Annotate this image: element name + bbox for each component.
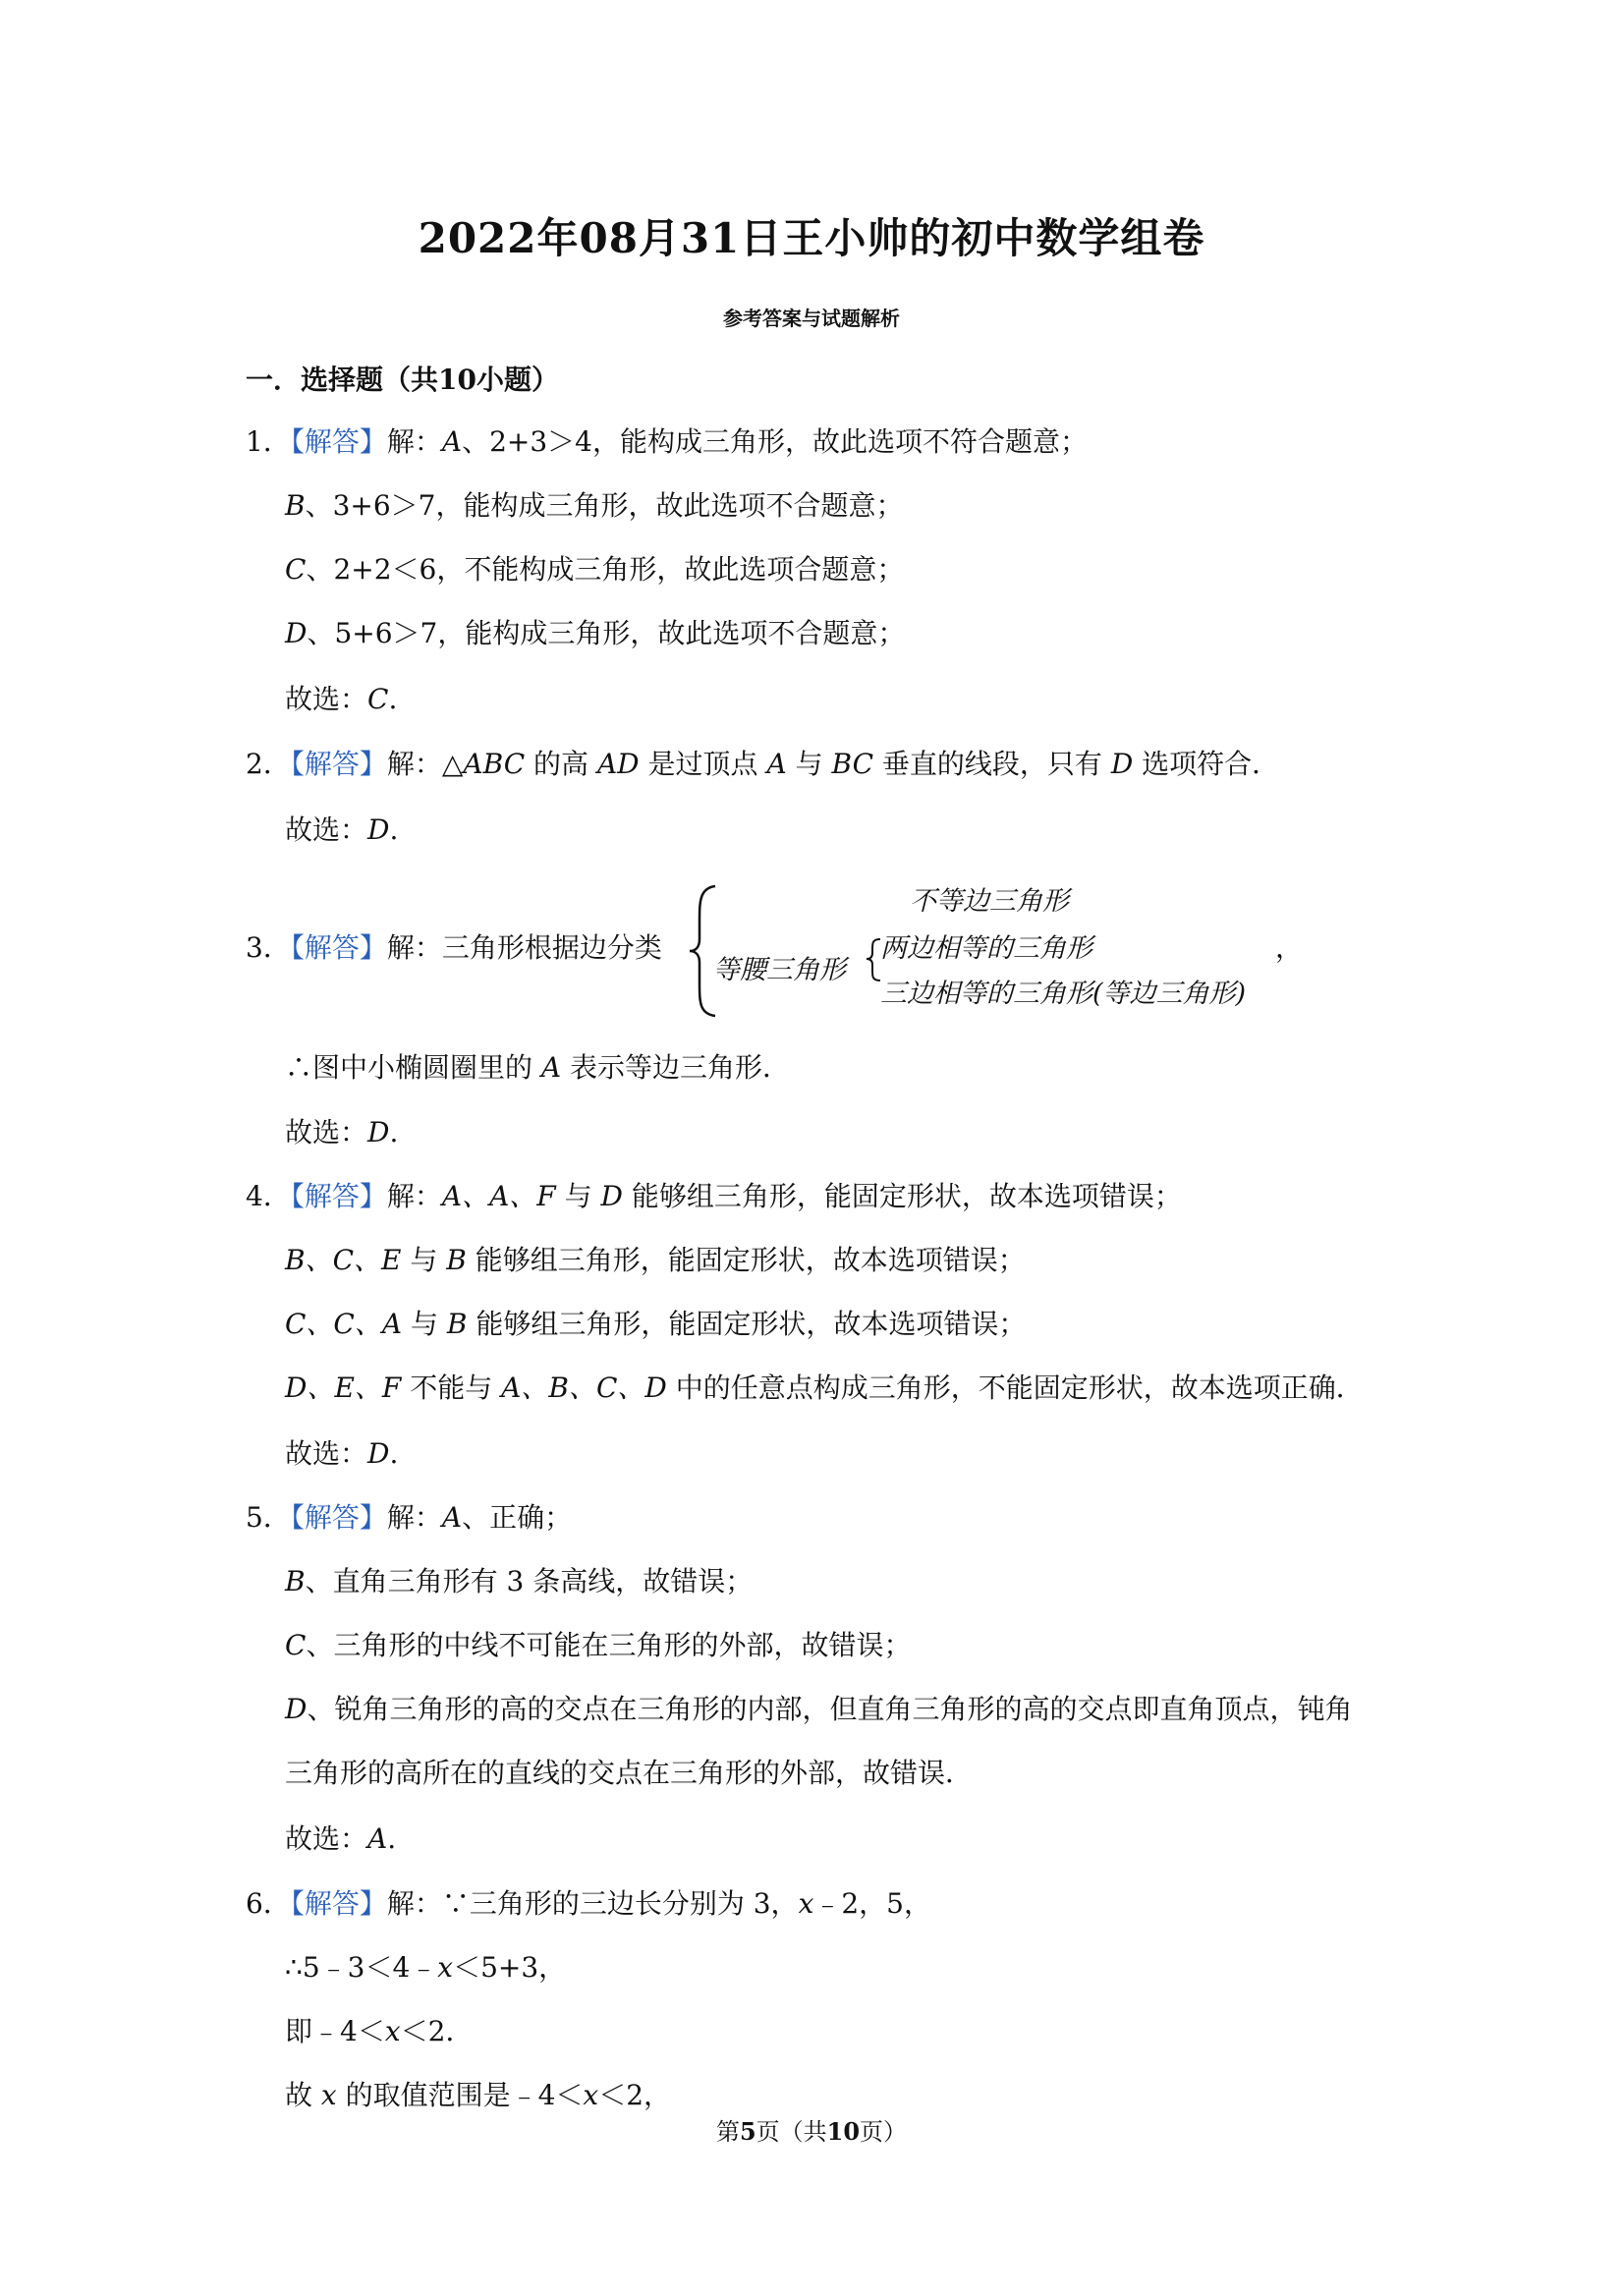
q3-line-2: ∴图中小椭圆圈里的 A 表示等边三角形．: [285, 1051, 791, 1084]
q5-line-5: 三角形的高所在的直线的交点在三角形的外部，故错误．: [285, 1757, 974, 1789]
q6-line-2: ∴5﹣3＜4﹣x＜5+3，: [285, 1951, 567, 1984]
answer-tag: 【解答】: [290, 931, 387, 964]
q5-number: 5．: [246, 1501, 291, 1534]
q4-answer: 故选：D.: [285, 1437, 399, 1470]
brace-mid-label: 等腰三角形: [713, 955, 846, 985]
q4-line-2: B、C、E 与 B 能够组三角形，能固定形状，故本选项错误；: [285, 1244, 1026, 1276]
q4-line-3: C、C、A 与 B 能够组三角形，能固定形状，故本选项错误；: [285, 1308, 1027, 1340]
q4-line-1: 4．【解答】解：A、A、F 与 D 能够组三角形，能固定形状，故本选项错误；: [246, 1180, 1182, 1212]
brace-sub-2: 三边相等的三角形(等边三角形): [880, 979, 1247, 1009]
page-footer: 第5页（共10页）: [715, 2117, 908, 2146]
page-number: 5: [739, 2117, 756, 2146]
q5-line-4: D、锐角三角形的高的交点在三角形的内部，但直角三角形的高的交点即直角顶点，钝角: [285, 1693, 1353, 1725]
q3-line-1: 3．【解答】解：三角形根据边分类: [246, 931, 662, 964]
q2-number: 2．: [246, 748, 291, 780]
q1-line-1: 1．【解答】解：A、2+3＞4，能构成三角形，故此选项不符合题意；: [246, 425, 1089, 458]
answer-tag: 【解答】: [290, 425, 387, 458]
q2-answer: 故选：D.: [285, 813, 399, 846]
q6-number: 6．: [246, 1887, 291, 1920]
page-total: 10: [826, 2117, 861, 2146]
q4-line-4: D、E、F 不能与 A、B、C、D 中的任意点构成三角形，不能固定形状，故本选项正确．: [285, 1372, 1364, 1404]
q6-line-1: 6．【解答】解：∵三角形的三边长分别为 3，x﹣2，5，: [246, 1887, 931, 1920]
answer-tag: 【解答】: [290, 748, 387, 780]
q5-line-2: B、直角三角形有 3 条高线，故错误；: [285, 1565, 754, 1597]
classification-brace: [688, 882, 1336, 1020]
section-heading: 一．选择题（共10小题）: [246, 364, 559, 396]
q1-answer: 故选：C.: [285, 683, 398, 715]
q1-number: 1．: [246, 425, 291, 458]
q3-comma: ，: [1275, 931, 1304, 964]
q2-line-1: 2．【解答】解：△ABC 的高 AD 是过顶点 A 与 BC 垂直的线段，只有 D 选项符合．: [246, 748, 1280, 780]
q1-line-4: D、5+6＞7，能构成三角形，故此选项不合题意；: [285, 617, 906, 649]
q6-line-3: 即﹣4＜x＜2．: [285, 2015, 474, 2047]
q5-line-1: 5．【解答】解：A、正确；: [246, 1501, 573, 1534]
q3-number: 3．: [246, 931, 291, 964]
page-title: 2022年08月31日王小帅的初中数学组卷: [418, 214, 1205, 262]
q1-line-2: B、3+6＞7，能构成三角形，故此选项不合题意；: [285, 489, 904, 522]
answer-tag: 【解答】: [290, 1501, 387, 1534]
brace-top-label: 不等边三角形: [910, 886, 1069, 917]
q5-line-3: C、三角形的中线不可能在三角形的外部，故错误；: [285, 1629, 912, 1661]
q6-line-4: 故 x 的取值范围是﹣4＜x＜2，: [285, 2079, 672, 2111]
brace-sub-1: 两边相等的三角形: [880, 933, 1092, 964]
q5-answer: 故选：A.: [285, 1822, 397, 1855]
q1-line-3: C、2+2＜6，不能构成三角形，故此选项合题意；: [285, 553, 905, 586]
q3-answer: 故选：D.: [285, 1116, 399, 1148]
answer-tag: 【解答】: [290, 1887, 387, 1920]
page-subtitle: 参考答案与试题解析: [723, 307, 900, 330]
q4-number: 4．: [246, 1180, 291, 1212]
answer-tag: 【解答】: [290, 1180, 387, 1212]
